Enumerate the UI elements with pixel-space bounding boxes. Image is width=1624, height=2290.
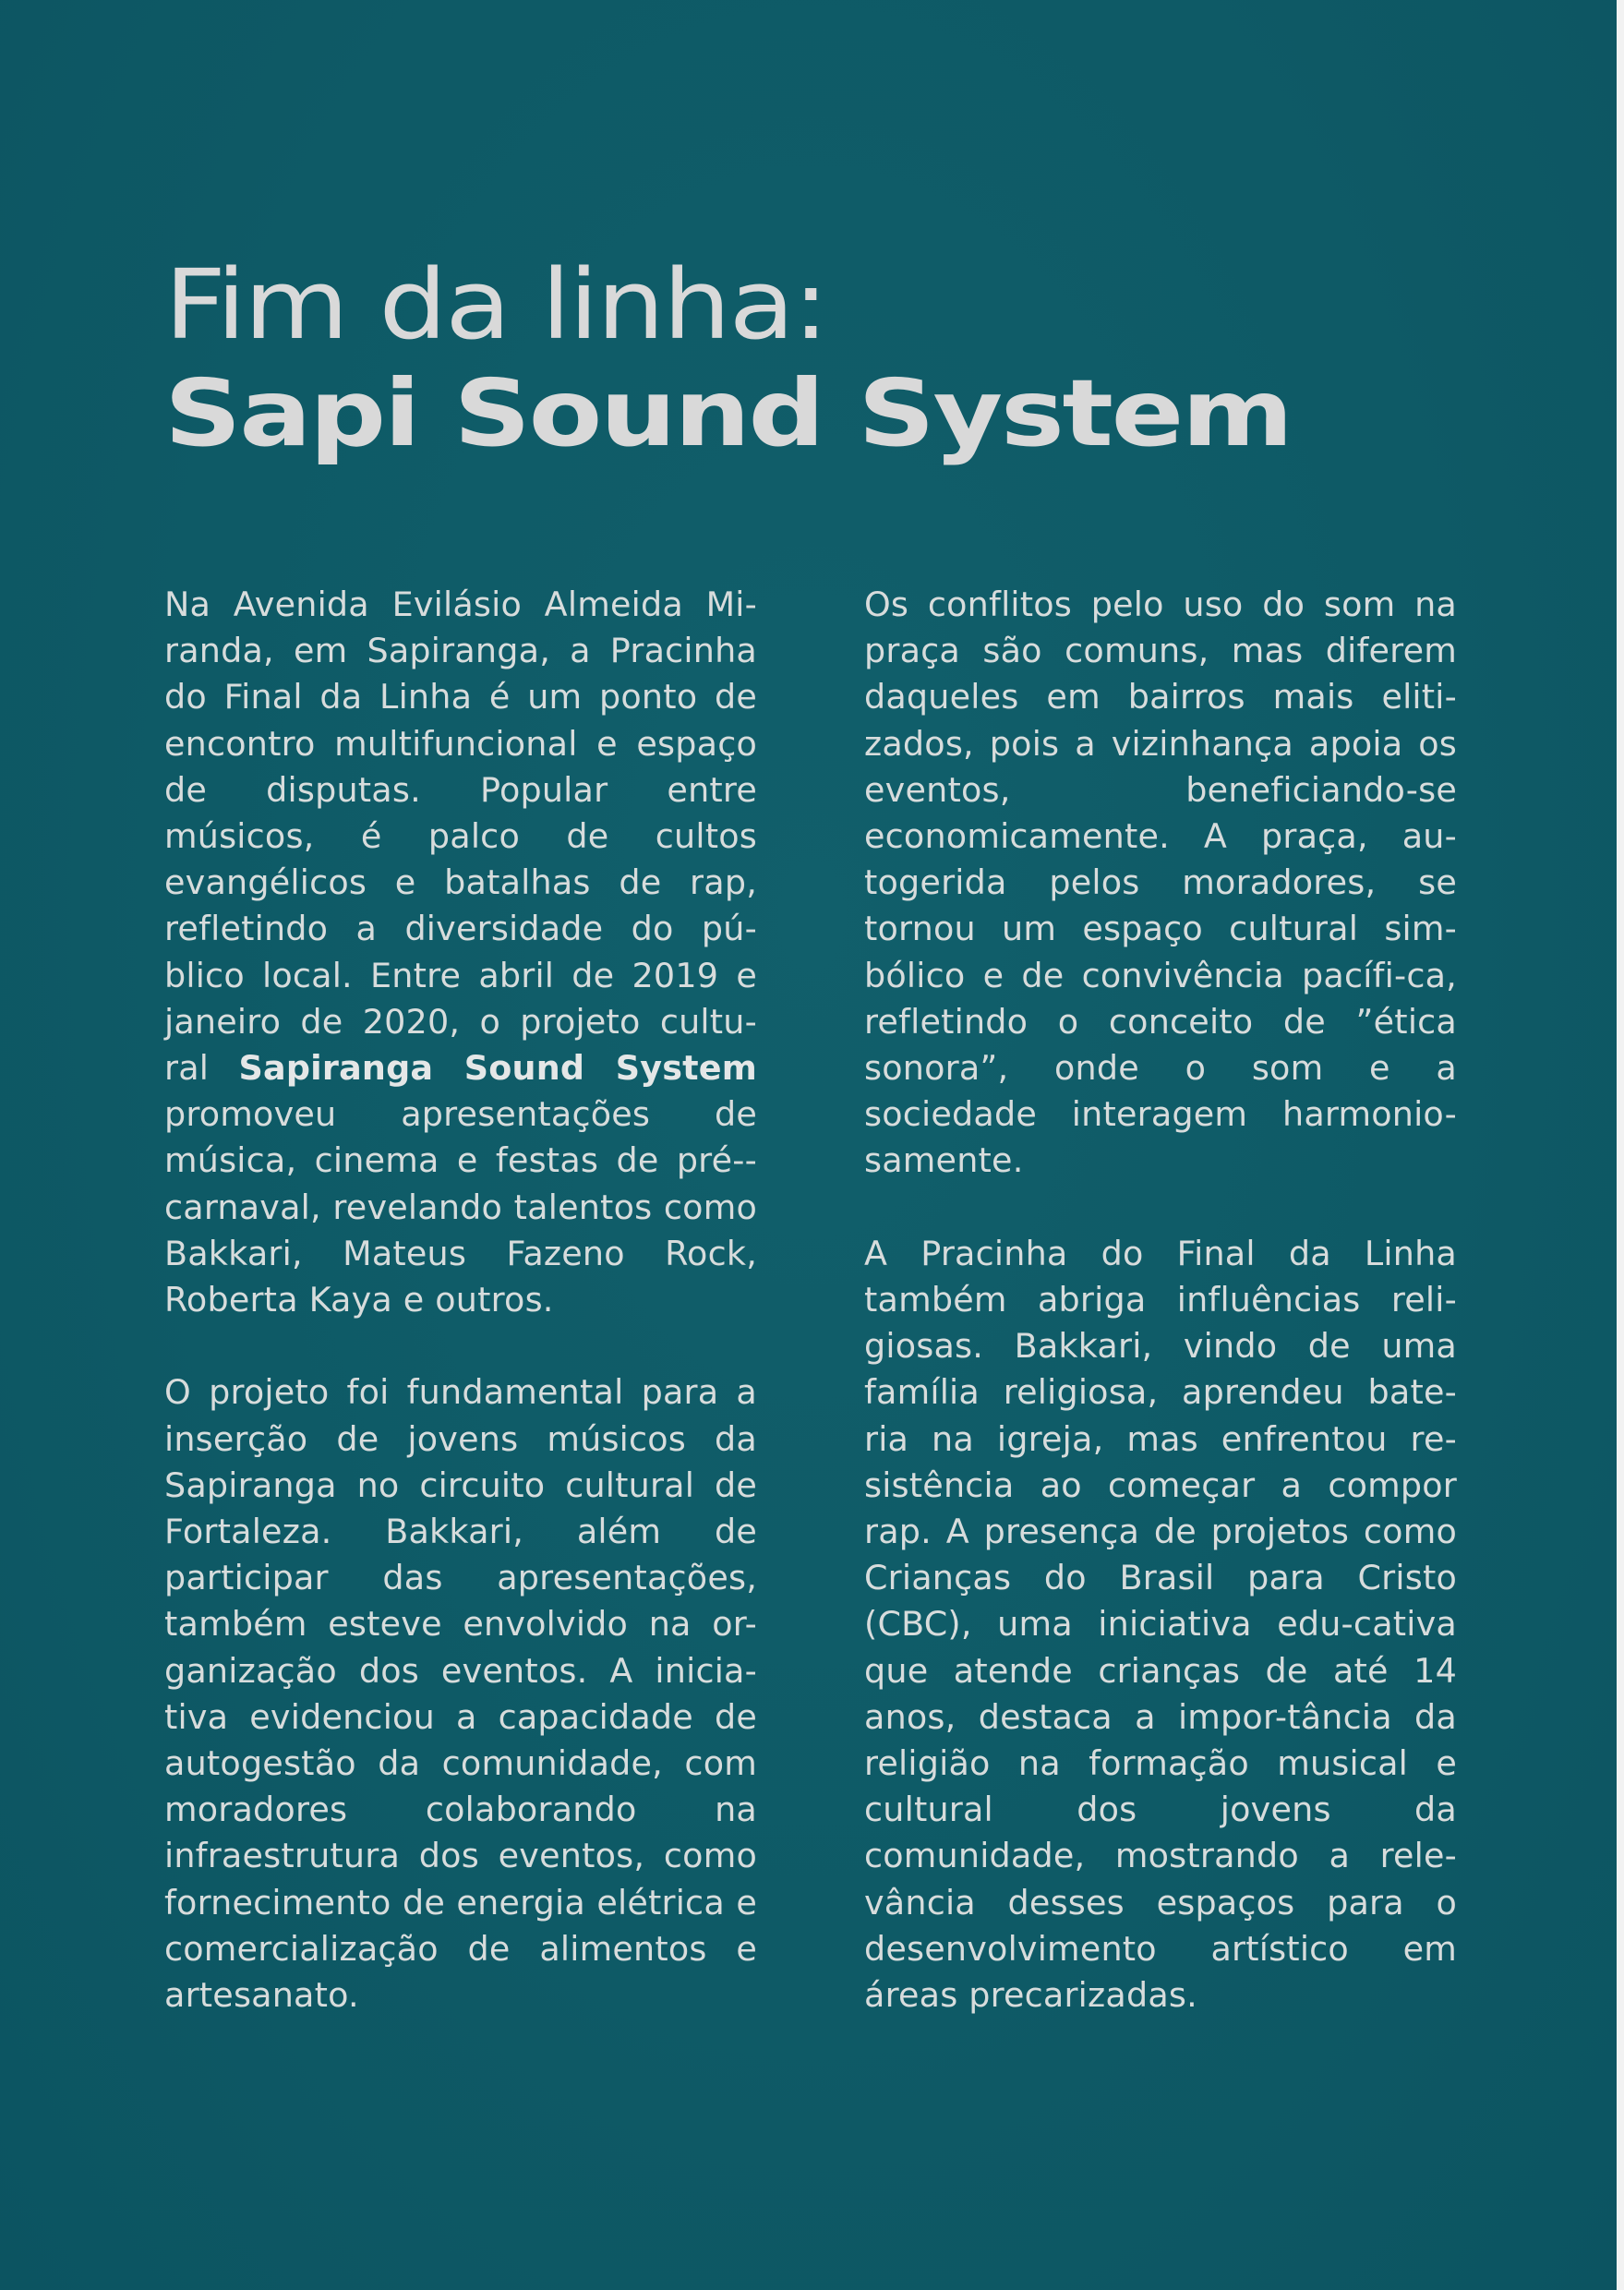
title-line-1: Fim da linha: bbox=[164, 248, 827, 361]
right-paragraph-2: A Pracinha do Final da Linha também abriga influências reli-giosas. Bakkari, vindo de uma família religiosa, aprendeu bate-ria na igreja, mas enfrentou re-sistência ao começar a compor rap. A presença de projetos como Crianças do Brasil para Cristo (CBC), uma iniciativa edu-cativa que atende crianças de até 14 anos, destaca a impor-tância da religião na formação musical e cultural dos jovens da comunidade, mostrando a rele-vância desses espaços para o desenvolvimento artístico em áreas precarizadas. bbox=[864, 1233, 1457, 2016]
left-paragraph-1-intro: Na Avenida Evilásio Almeida Mi-randa, em Sapiranga, a Pracinha do Final da Linha é um ponto de encontro multifuncional e espaço de disputas. Popular entre músicos, é palco de cultos evangélicos e batalhas de rap, refletindo a diversidade do pú-blico local. Entre abril de 2019 e janeiro de 2020, o projeto cultu-ral bbox=[164, 585, 757, 1089]
title-line-2: Sapi Sound System bbox=[164, 359, 1292, 467]
page-title bbox=[164, 248, 1475, 469]
left-paragraph-1 bbox=[164, 582, 757, 1323]
left-column bbox=[164, 582, 757, 2019]
right-paragraph-1: Os conflitos pelo uso do som na praça são comuns, mas diferem daqueles em bairros mais eliti-zados, pois a vizinhança apoia os eventos, beneficiando-se economicamente. A praça, au-togerida pelos moradores, se tornou um espaço cultural sim-bólico e de convivência pacífi-ca, refletindo o conceito de ”ética sonora”, onde o som e a sociedade interagem harmonio-samente. bbox=[864, 585, 1457, 1181]
left-paragraph-1-rest: promoveu apresentações de música, cinema e festas de pré--carnaval, revelando talentos como Bakkari, Mateus Fazeno Rock, Roberta Kaya e outros. bbox=[164, 1094, 757, 1320]
left-paragraph-2: O projeto foi fundamental para a inserção de jovens músicos da Sapiranga no circuito cultural de Fortaleza. Bakkari, além de participar das apresentações, também esteve envolvido na or-ganização dos eventos. A inicia-tiva evidenciou a capacidade de autogestão da comunidade, com moradores colaborando na infraestrutura dos eventos, como fornecimento de energia elétrica e comercialização de alimentos e artesanato. bbox=[164, 1372, 757, 2016]
right-column bbox=[864, 582, 1457, 2019]
project-name-bold: Sapiranga Sound System bbox=[238, 1048, 757, 1089]
